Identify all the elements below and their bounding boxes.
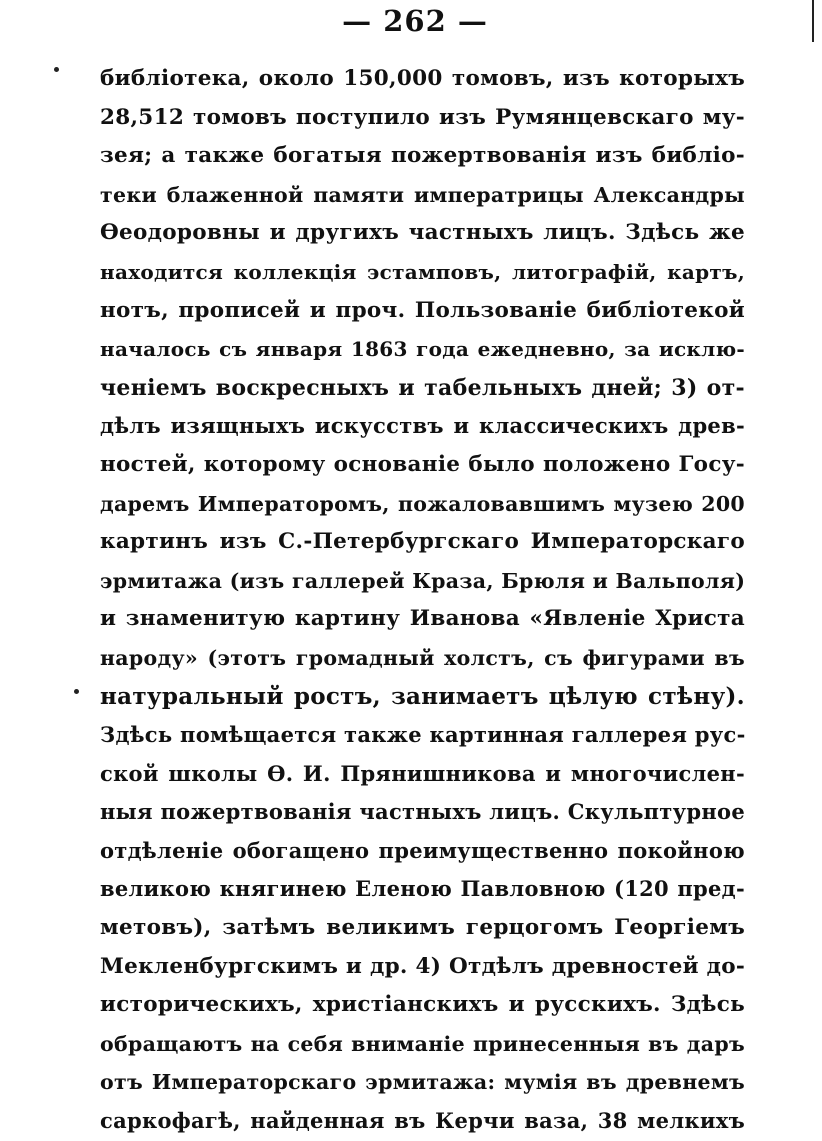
text-line: метовъ), затѣмъ великимъ герцогомъ Георгіемъ <box>100 915 745 941</box>
text-line: ныя пожертвованія частныхъ лицъ. Скульптурное <box>100 799 745 825</box>
text-line: отъ Императорскаго эрмитажа: мумія въ древнемъ <box>100 1070 745 1095</box>
text-line: даремъ Императоромъ, пожаловавшимъ музею 200 <box>100 491 745 516</box>
text-line: дѣлъ изящныхъ искусствъ и классическихъ древ- <box>100 413 745 439</box>
text-line: библіотека, около 150,000 томовъ, изъ которыхъ <box>100 66 745 91</box>
text-line: великою княгинею Еленою Павловною (120 пред- <box>100 876 745 902</box>
text-line: и знаменитую картину Иванова «Явленіе Христа <box>100 606 745 632</box>
text-line: нотъ, прописей и проч. Пользованіе библіотекой <box>100 297 745 323</box>
text-line: Мекленбургскимъ и др. 4) Отдѣлъ древностей до- <box>100 953 746 979</box>
text-line: эрмитажа (изъ галлерей Краза, Брюля и Вальполя) <box>100 568 746 593</box>
text-line: ностей, которому основаніе было положено Госу- <box>100 451 745 477</box>
text-line: ской школы Ѳ. И. Прянишникова и многочислен- <box>100 760 745 786</box>
margin-mark <box>54 67 59 72</box>
text-line: Ѳеодоровны и другихъ частныхъ лицъ. Здѣсь же <box>100 220 745 246</box>
text-line: обращаютъ на себя вниманіе принесенныя въ даръ <box>100 1031 745 1056</box>
text-line: теки блаженной памяти императрицы Александры <box>100 182 745 207</box>
text-line: натуральный ростъ, занимаетъ цѣлую стѣну). <box>100 682 745 710</box>
text-line: саркофагѣ, найденная въ Керчи ваза, 38 мелкихъ <box>100 1108 745 1134</box>
text-line: народу» (этотъ громадный холстъ, съ фигурами въ <box>100 645 745 670</box>
text-line: началось съ января 1863 года ежедневно, за исклю- <box>100 337 745 362</box>
page-number: — 262 — <box>342 4 488 38</box>
text-line: находится коллекція эстамповъ, литографій, картъ, <box>100 259 745 284</box>
text-line: ченіемъ воскресныхъ и табельныхъ дней; 3) от- <box>100 374 745 401</box>
text-line: зея; а также богатыя пожертвованія изъ библіо- <box>100 143 745 169</box>
text-line: историческихъ, христіанскихъ и русскихъ. Здѣсь <box>100 992 745 1018</box>
text-line: отдѣленіе обогащено преимущественно покойною <box>100 837 745 863</box>
body-text <box>100 60 745 1141</box>
page-edge-rule <box>812 0 814 42</box>
margin-mark <box>74 689 79 694</box>
text-line: картинъ изъ С.-Петербургскаго Императорскаго <box>100 529 745 555</box>
text-line: Здѣсь помѣщается также картинная галлерея рус- <box>100 722 746 748</box>
text-line: 28,512 томовъ поступило изъ Румянцевскаго му- <box>100 104 745 130</box>
